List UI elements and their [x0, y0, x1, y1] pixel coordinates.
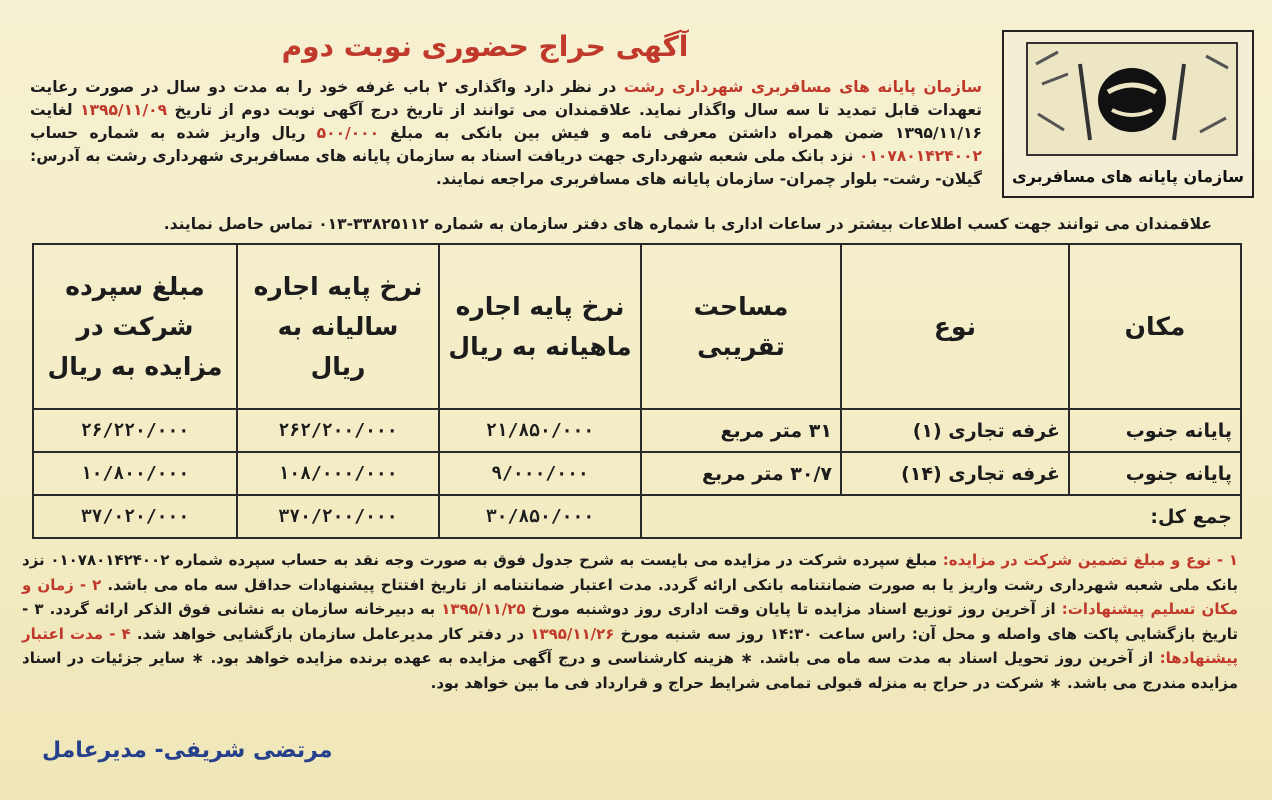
- intro-account: ۰۱۰۷۸۰۱۴۲۴۰۰۲: [859, 147, 982, 165]
- logo-box: [1002, 30, 1254, 198]
- condition-4-heading: ۴ - مدت اعتبار پیشنهادها:: [22, 624, 1238, 667]
- contact-line: علاقمندان می توانند جهت کسب اطلاعات بیشتر در ساعات اداری با شماره های دفتر سازمان به شماره ۳۳۸۲۵۱۱۲-۰۱۳ تماس حاصل نمایند.: [163, 215, 1212, 233]
- table-total-row: [33, 495, 1241, 538]
- header-deposit: مبلغ سپرده شرکت در مزایده به ریال: [33, 244, 237, 409]
- cell-location: پایانه جنوب: [1069, 409, 1241, 452]
- condition-3-date: ۱۳۹۵/۱۱/۲۶: [530, 624, 615, 643]
- total-label: جمع کل:: [641, 495, 1241, 538]
- cell-type: غرفه تجاری (۱۴): [841, 452, 1069, 495]
- condition-3-text: در دفتر کار مدیرعامل سازمان بازگشایی خواهد شد.: [130, 624, 531, 643]
- cell-yearly: ۱۰۸/۰۰۰/۰۰۰: [237, 452, 439, 495]
- cell-area: ۳۰/۷ متر مربع: [641, 452, 841, 495]
- cell-yearly: ۲۶۲/۲۰۰/۰۰۰: [237, 409, 439, 452]
- header-area: مساحت تقریبی: [641, 244, 841, 409]
- condition-2-date: ۱۳۹۵/۱۱/۲۵: [441, 600, 526, 618]
- organization-logo-icon: [1028, 44, 1236, 154]
- table-header-row: [33, 244, 1241, 409]
- cell-type: غرفه تجاری (۱): [841, 409, 1069, 452]
- cell-monthly: ۲۱/۸۵۰/۰۰۰: [439, 409, 641, 452]
- logo-frame: [1026, 42, 1238, 156]
- header-monthly: نرخ پایه اجاره ماهیانه به ریال: [439, 244, 641, 409]
- total-monthly: ۳۰/۸۵۰/۰۰۰: [439, 495, 641, 538]
- condition-1-text: مبلغ سپرده شرکت در مزایده می بایست به شرح جدول فوق به صورت وجه نقد به حساب سپرده شماره ۰۱۰۷۸۰۱۴۲۴۰۰۲ نزد بانک ملی شعبه شهرداری رشت واریز یا به صورت ضمانتنامه بانکی ارائه گردد. مدت اعتبار ضمانتنامه از تاریخ افتتاح پیشنهادات حداقل سه ماه می باشد.: [22, 551, 1239, 594]
- table-row: [33, 452, 1241, 495]
- condition-1-heading: ۱ - نوع و مبلغ تضمین شرکت در مزایده:: [942, 551, 1238, 569]
- condition-2-heading: ۲ - زمان و مکان تسلیم پیشنهادات:: [22, 575, 1238, 618]
- table-row: [33, 409, 1241, 452]
- cell-monthly: ۹/۰۰۰/۰۰۰: [439, 452, 641, 495]
- intro-text-1: در نظر دارد واگذاری ۲ باب غرفه خود را به مدت دو سال در صورت رعایت تعهدات قابل تمدید تا سه سال واگذار نماید. علاقمندان می توانند از تاریخ درج آگهی نوبت دوم از تاریخ: [30, 78, 982, 119]
- condition-4-text: از آخرین روز تحویل اسناد به مدت سه ماه می باشد. ∗ هزینه کارشناسی و درج آگهی مزایده به عهده برنده مزایده خواهد بود. ∗ سایر جزئیات در اسناد مزایده مندرج می باشد. ∗ شرکت در حراج به منزله قبولی تمامی شرایط حراج و قرارداد فی ما بین خواهد بود.: [22, 649, 1238, 692]
- intro-amount: ۵۰۰/۰۰۰: [316, 124, 380, 142]
- conditions-paragraph: [22, 548, 1238, 695]
- intro-text-4: نزد بانک ملی شعبه شهرداری جهت دریافت اسناد به سازمان پایانه های مسافربری شهرداری رشت به آدرس: گیلان- رشت- بلوار چمران- سازمان پایانه های مسافربری مراجعه نمایند.: [30, 147, 982, 188]
- auction-table: [32, 243, 1242, 539]
- cell-deposit: ۱۰/۸۰۰/۰۰۰: [33, 452, 237, 495]
- header-location: مکان: [1069, 244, 1241, 409]
- intro-date-from: ۱۳۹۵/۱۱/۰۹: [80, 101, 168, 119]
- condition-2-text: از آخرین روز توزیع اسناد مزایده تا پایان وقت اداری روز دوشنبه مورخ: [525, 600, 1062, 618]
- organization-name: سازمان پایانه های مسافربری شهرداری رشت: [623, 78, 983, 96]
- page-title: آگهی حراج حضوری نوبت دوم: [281, 30, 689, 63]
- total-deposit: ۳۷/۰۲۰/۰۰۰: [33, 495, 237, 538]
- condition-2-text-b: به دبیرخانه سازمان به نشانی فوق الذکر ارائه گردد. ۳ - تاریخ بازگشایی پاکت های واصله و محل آن: راس ساعت ۱۴:۳۰ روز سه شنبه مورخ: [22, 600, 1238, 643]
- signature: مرتضی شریفی- مدیرعامل: [42, 738, 333, 763]
- intro-text-2: لغایت ۱۳۹۵/۱۱/۱۶ ضمن همراه داشتن معرفی نامه و فیش بین بانکی به مبلغ: [30, 101, 982, 142]
- intro-text-3: ریال واریز شده به شماره حساب: [30, 124, 317, 142]
- intro-paragraph: [30, 76, 982, 191]
- logo-caption: سازمان پایانه های مسافربری: [1012, 167, 1244, 186]
- cell-deposit: ۲۶/۲۲۰/۰۰۰: [33, 409, 237, 452]
- header-type: نوع: [841, 244, 1069, 409]
- total-yearly: ۳۷۰/۲۰۰/۰۰۰: [237, 495, 439, 538]
- cell-location: پایانه جنوب: [1069, 452, 1241, 495]
- header-yearly: نرخ پایه اجاره سالیانه به ریال: [237, 244, 439, 409]
- cell-area: ۳۱ متر مربع: [641, 409, 841, 452]
